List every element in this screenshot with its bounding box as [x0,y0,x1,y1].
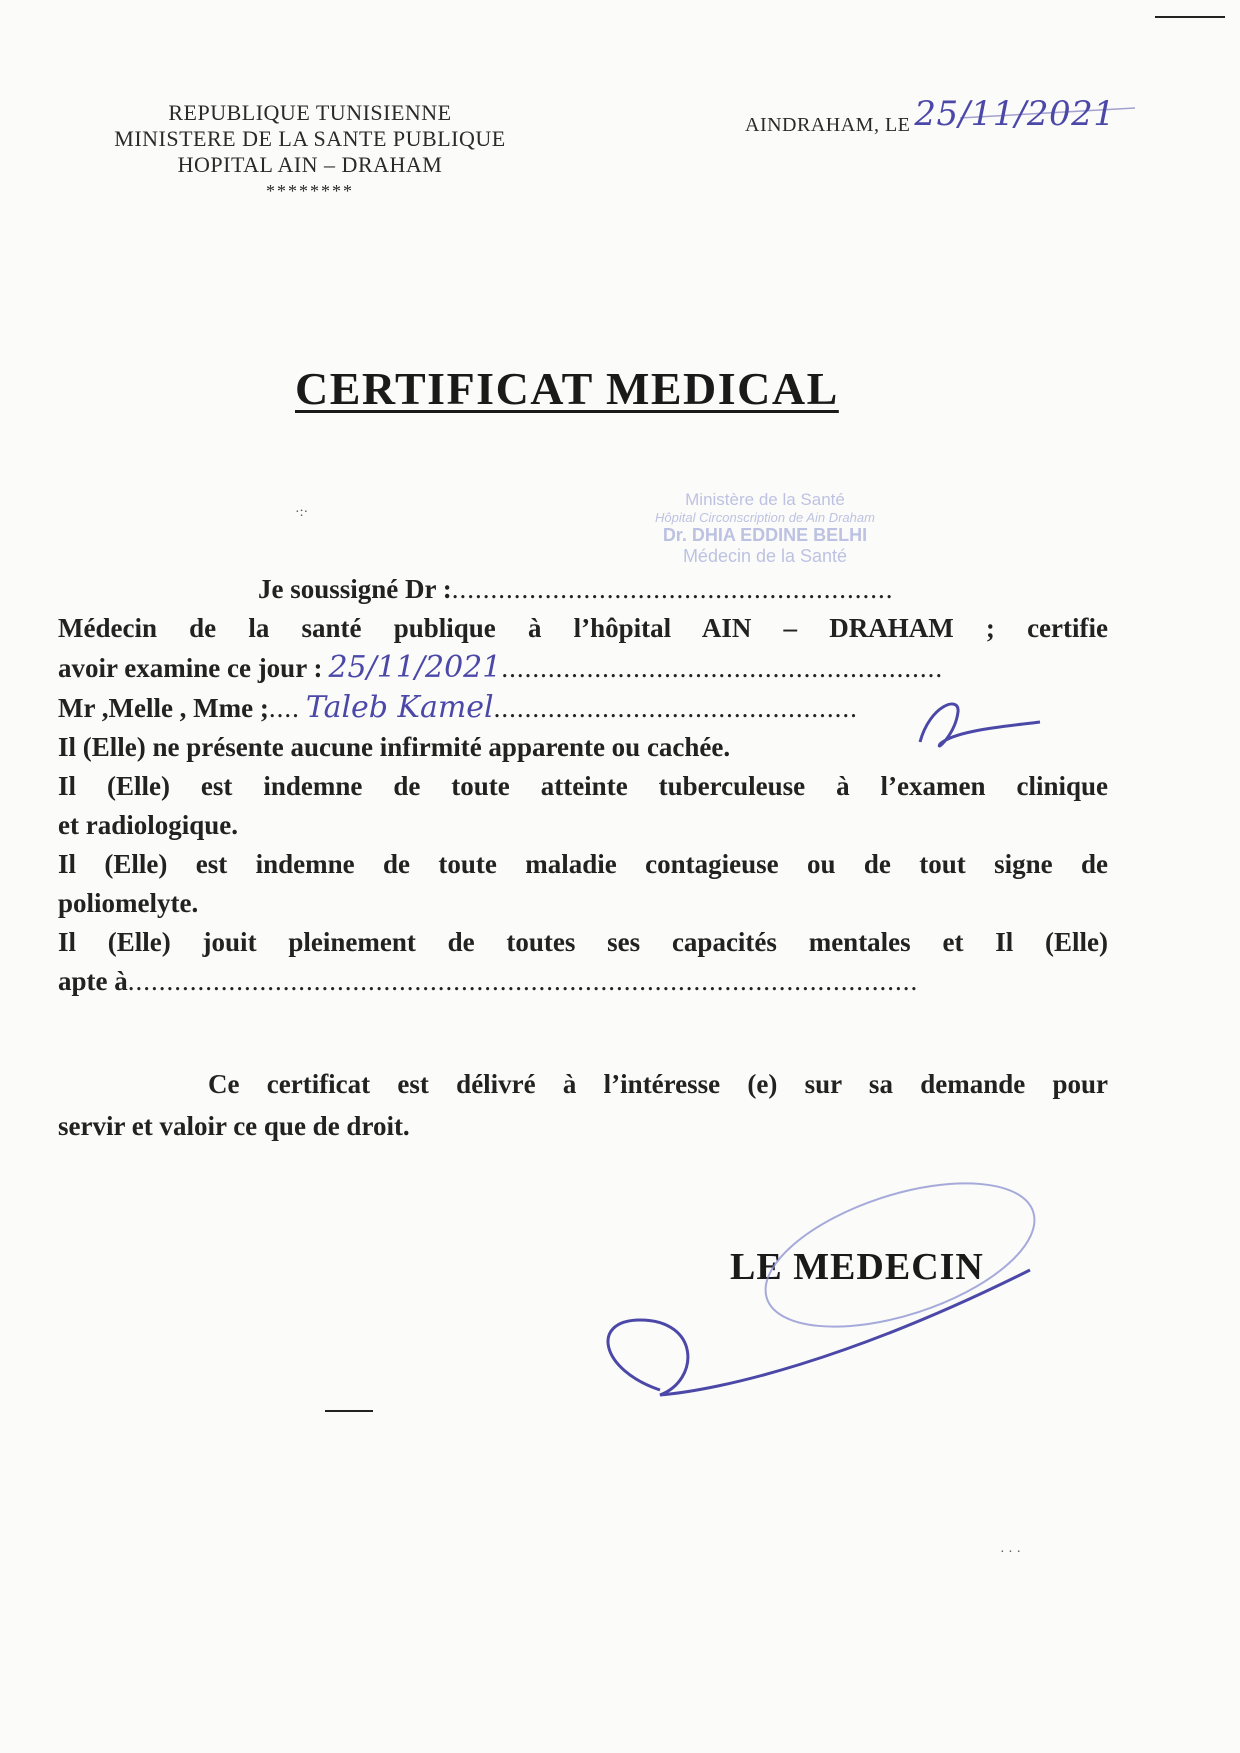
body-line-doctor [58,570,1108,609]
body-line-polio: poliomelyte. [58,888,199,918]
handwritten-date: 25/11/2021 [914,94,1116,134]
body-line-role: Médecin de la santé publique à l’hôpital AIN – DRAHAM ; certifie [58,613,1108,643]
stamp-hospital: Hôpital Circonscription de Ain Draham [655,510,875,525]
top-right-rule [1155,16,1225,18]
doctor-dots: ......................................................... [451,574,894,604]
fit-for-label: apte à [58,966,128,996]
certificate-body [58,570,1108,1001]
place-date [745,94,1116,140]
stamp-doctor-role: Médecin de la Santé [682,546,848,566]
doctor-stamp [610,490,920,567]
speck-1: ·:· [295,505,309,520]
bottom-left-rule [325,1410,373,1412]
letterhead-stars: ******** [266,181,354,201]
closing-line-1: Ce certificat est délivré à l’intéresse (e) sur sa demande pour [208,1069,1108,1099]
hospital-name: HOPITAL AIN – DRAHAM [177,152,443,177]
body-line-tuberculosis: Il (Elle) est indemne de toute atteinte tuberculeuse à l’examen clinique [58,771,1108,801]
document-title: CERTIFICAT MEDICAL [295,363,839,414]
patient-label: Mr ,Melle , Mme ; [58,693,269,723]
handwritten-patient-name: Taleb Kamel [305,690,494,725]
exam-date-dots: ......................................................... [501,653,944,683]
stamp-ministry: Ministère de la Santé [685,490,845,509]
exam-date-label: avoir examine ce jour : [58,653,323,683]
letterhead [60,100,560,204]
body-line-mental: Il (Elle) jouit pleinement de toutes ses capacités mentales et Il (Elle) [58,927,1108,957]
handwritten-exam-date: 25/11/2021 [328,650,502,685]
signature-title: LE MEDECIN [730,1246,984,1288]
stamp-doctor-name: Dr. DHIA EDDINE BELHI [662,525,868,545]
patient-dots-left: .... [268,693,300,723]
closing-line-2: servir et valoir ce que de droit. [58,1111,410,1141]
doctor-label: Je soussigné Dr : [258,574,452,604]
body-line-radiology: et radiologique. [58,810,238,840]
body-line-patient [58,688,1108,728]
body-line-infirmity: Il (Elle) ne présente aucune infirmité apparente ou cachée. [58,732,731,762]
ministry-name: MINISTERE DE LA SANTE PUBLIQUE [114,126,506,151]
body-line-exam-date [58,648,1108,688]
place-label: AINDRAHAM, LE [745,114,911,136]
closing-paragraph [58,1063,1108,1147]
body-line-fit-for [58,962,1108,1001]
speck-2: · · · [1000,1545,1021,1560]
country-name: REPUBLIQUE TUNISIENNE [168,100,452,125]
fit-for-dots: ...................................................................................................... [127,966,919,996]
patient-dots: ............................................... [493,693,858,723]
body-line-contagious: Il (Elle) est indemne de toute maladie contagieuse ou de tout signe de [58,849,1108,879]
